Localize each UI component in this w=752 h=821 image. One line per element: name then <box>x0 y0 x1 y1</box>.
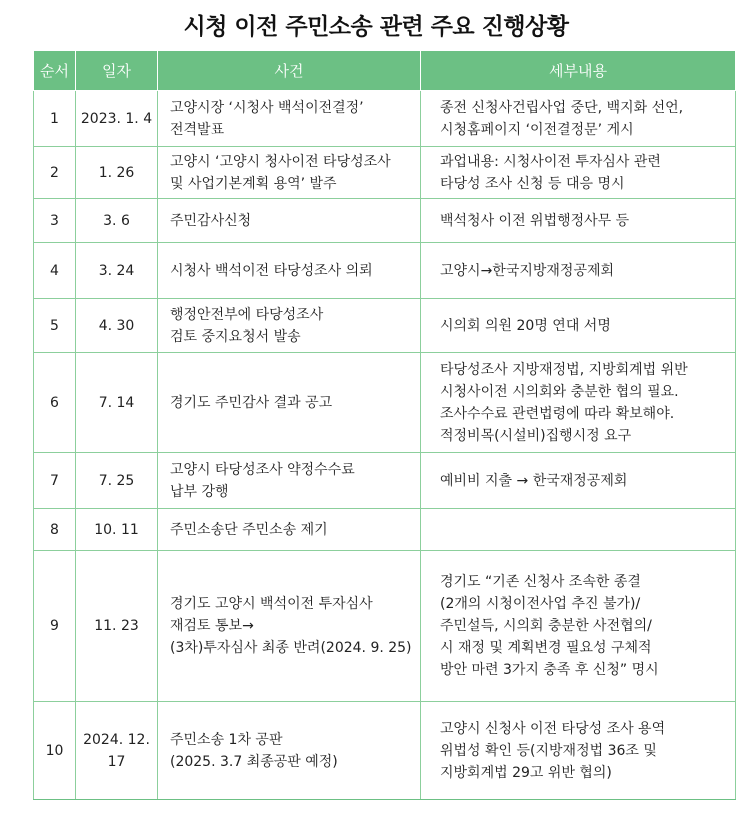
header-no: 순서 <box>34 51 76 91</box>
table-row <box>34 199 736 243</box>
row-event: 행정안전부에 타당성조사 검토 중지요청서 발송 <box>158 299 421 353</box>
table-row <box>34 91 736 147</box>
row-number: 9 <box>34 551 76 702</box>
row-date: 2024. 12. 17 <box>76 702 158 800</box>
row-date: 2023. 1. 4 <box>76 91 158 147</box>
row-date: 7. 14 <box>76 353 158 453</box>
table-row <box>34 509 736 551</box>
row-event: 고양시 타당성조사 약정수수료 납부 강행 <box>158 453 421 509</box>
table-row <box>34 299 736 353</box>
row-number: 4 <box>34 243 76 299</box>
row-number: 1 <box>34 91 76 147</box>
row-event: 주민소송단 주민소송 제기 <box>158 509 421 551</box>
row-event: 경기도 주민감사 결과 공고 <box>158 353 421 453</box>
row-number: 5 <box>34 299 76 353</box>
row-event: 고양시 ‘고양시 청사이전 타당성조사 및 사업기본계획 용역’ 발주 <box>158 147 421 199</box>
row-detail: 종전 신청사건립사업 중단, 백지화 선언, 시청홈페이지 ‘이전결정문’ 게시 <box>421 91 736 147</box>
header-event: 사건 <box>158 51 421 91</box>
table-row <box>34 453 736 509</box>
row-detail: 시의회 의원 20명 연대 서명 <box>421 299 736 353</box>
row-detail: 과업내용: 시청사이전 투자심사 관련 타당성 조사 신청 등 대응 명시 <box>421 147 736 199</box>
row-number: 6 <box>34 353 76 453</box>
row-date: 1. 26 <box>76 147 158 199</box>
page-title: 시청 이전 주민소송 관련 주요 진행상황 <box>183 14 569 40</box>
table-row <box>34 551 736 702</box>
row-detail: 타당성조사 지방재정법, 지방회계법 위반 시청사이전 시의회와 충분한 협의 필요. 조사수수료 관련법령에 따라 확보해야. 적정비목(시설비)집행시정 요구 <box>421 353 736 453</box>
timeline-table <box>33 50 736 800</box>
row-number: 2 <box>34 147 76 199</box>
row-event: 주민소송 1차 공판 (2025. 3.7 최종공판 예정) <box>158 702 421 800</box>
row-detail: 경기도 “기존 신청사 조속한 종결 (2개의 시청이전사업 추진 불가)/ 주민설득, 시의회 충분한 사전협의/ 시 재정 및 계획변경 필요성 구체적 방안 마련 3가지 충족 후 신청” 명시 <box>421 551 736 702</box>
table-row <box>34 147 736 199</box>
header-row <box>34 51 736 91</box>
row-detail <box>421 509 736 551</box>
row-number: 7 <box>34 453 76 509</box>
table-row <box>34 702 736 800</box>
row-date: 4. 30 <box>76 299 158 353</box>
row-detail: 고양시→한국지방재정공제회 <box>421 243 736 299</box>
row-event: 시청사 백석이전 타당성조사 의뢰 <box>158 243 421 299</box>
row-event: 경기도 고양시 백석이전 투자심사 재검토 통보→ (3차)투자심사 최종 반려(2024. 9. 25) <box>158 551 421 702</box>
row-date: 10. 11 <box>76 509 158 551</box>
header-detail: 세부내용 <box>421 51 736 91</box>
row-number: 3 <box>34 199 76 243</box>
row-date: 7. 25 <box>76 453 158 509</box>
header-date: 일자 <box>76 51 158 91</box>
row-number: 10 <box>34 702 76 800</box>
table-row <box>34 353 736 453</box>
row-detail: 예비비 지출 → 한국재정공제회 <box>421 453 736 509</box>
row-event: 주민감사신청 <box>158 199 421 243</box>
row-event: 고양시장 ‘시청사 백석이전결정’ 전격발표 <box>158 91 421 147</box>
row-number: 8 <box>34 509 76 551</box>
row-date: 3. 24 <box>76 243 158 299</box>
row-date: 3. 6 <box>76 199 158 243</box>
row-detail: 고양시 신청사 이전 타당성 조사 용역 위법성 확인 등(지방재정법 36조 및 지방회계법 29고 위반 협의) <box>421 702 736 800</box>
row-date: 11. 23 <box>76 551 158 702</box>
table-row <box>34 243 736 299</box>
row-detail: 백석청사 이전 위법행정사무 등 <box>421 199 736 243</box>
